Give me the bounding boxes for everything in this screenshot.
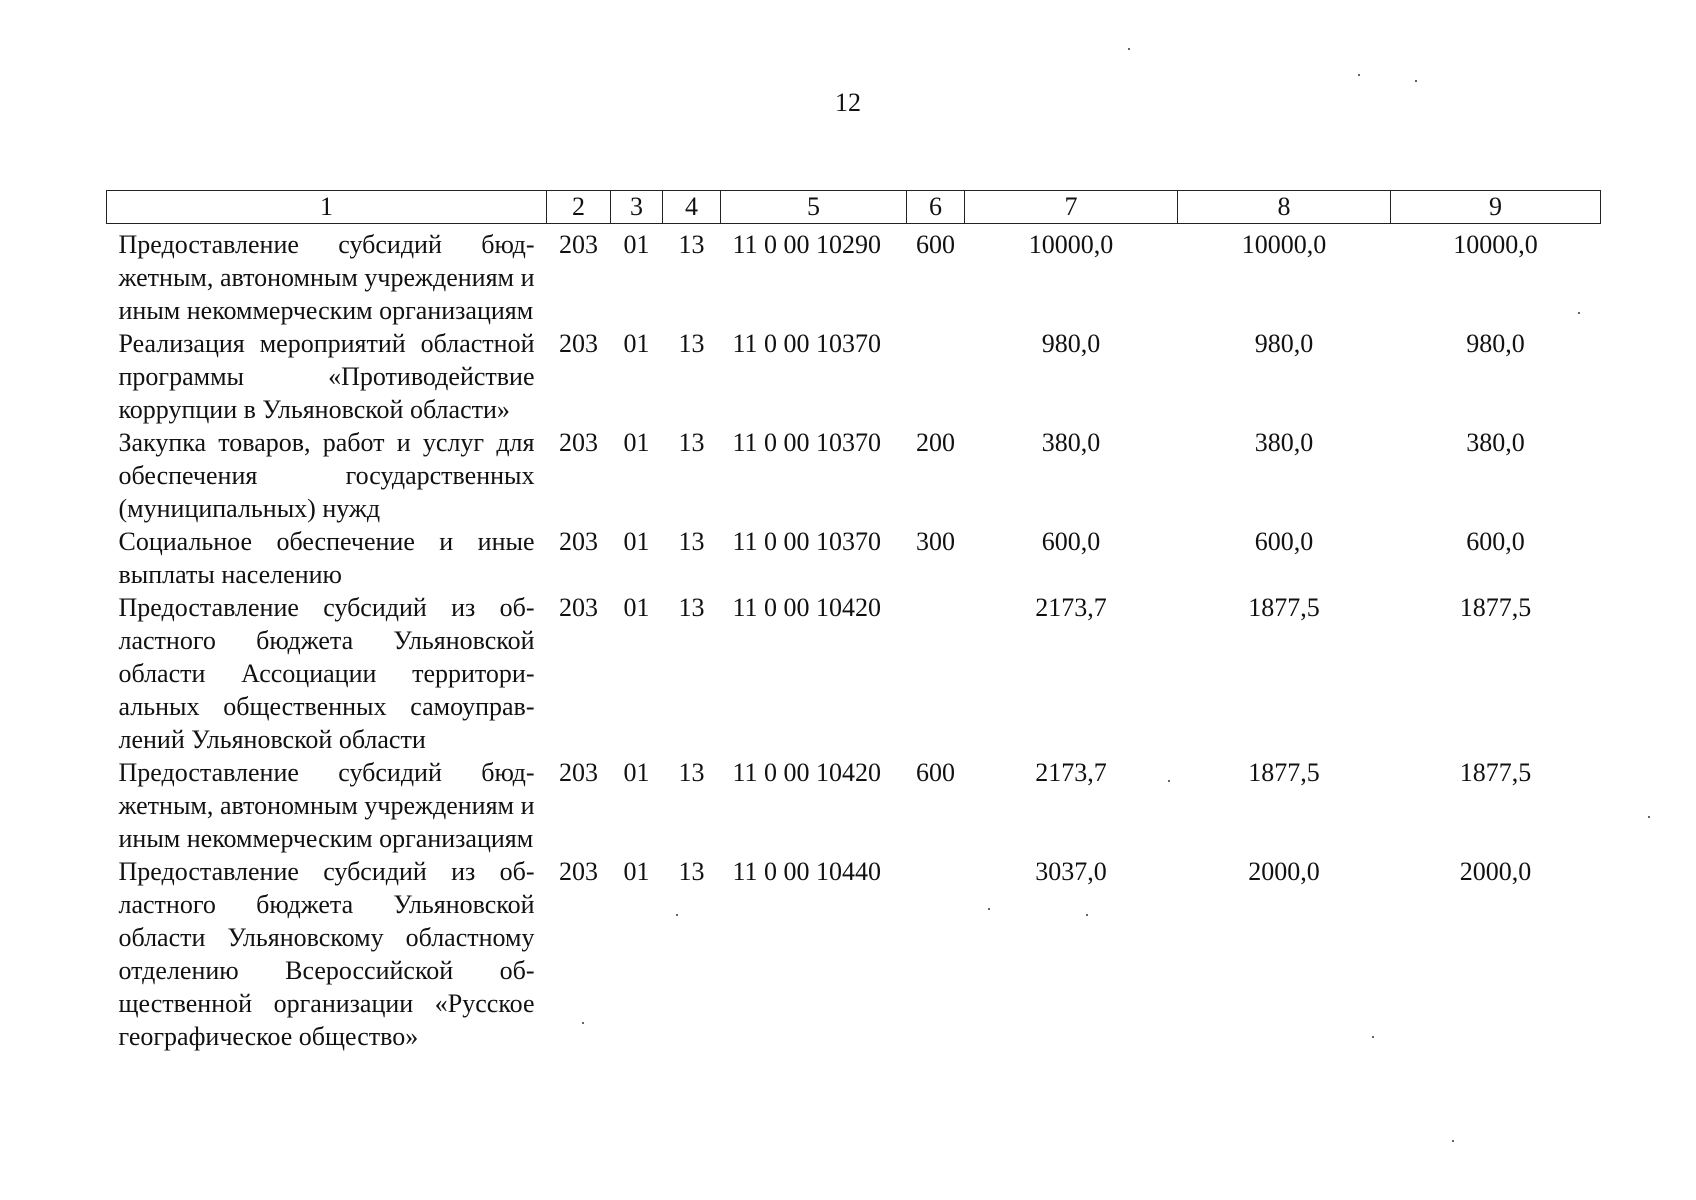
row-code-5: 11 0 00 10440 <box>732 857 882 886</box>
row-amount-9: 600,0 <box>1466 527 1525 556</box>
scan-speck <box>1168 780 1170 782</box>
header-cell-8: 8 <box>1178 191 1391 224</box>
scan-speck <box>1086 914 1088 916</box>
row-amount-7: 380,0 <box>1041 428 1101 457</box>
row-code-4: 13 <box>678 527 705 556</box>
row-amount-7: 10000,0 <box>1028 230 1114 259</box>
header-cell-6: 6 <box>907 191 965 224</box>
row-amount-9: 380,0 <box>1466 428 1525 457</box>
scan-speck <box>1415 80 1417 82</box>
header-cell-2: 2 <box>547 191 611 224</box>
scan-speck <box>1358 74 1360 76</box>
row-amount-9: 980,0 <box>1466 329 1525 358</box>
header-cell-1: 1 <box>107 191 547 224</box>
row-code-6: 300 <box>916 527 955 556</box>
header-cell-4: 4 <box>663 191 721 224</box>
row-description: Социальное обеспечение и иные выплаты населению <box>118 527 535 589</box>
table-row <box>107 426 1601 525</box>
row-code-3: 01 <box>623 329 650 358</box>
scan-speck <box>1648 816 1650 818</box>
row-code-3: 01 <box>623 428 650 457</box>
budget-table-container <box>106 190 1600 1053</box>
row-code-4: 13 <box>678 329 705 358</box>
row-code-5: 11 0 00 10370 <box>732 329 882 358</box>
scan-speck <box>676 914 678 916</box>
scan-speck <box>1372 1036 1374 1038</box>
row-code-3: 01 <box>623 527 650 556</box>
table-row <box>107 756 1601 855</box>
header-cell-3: 3 <box>611 191 663 224</box>
row-code-2: 203 <box>559 593 598 622</box>
row-code-3: 01 <box>623 857 650 886</box>
scan-speck <box>1128 48 1130 50</box>
row-code-5: 11 0 00 10290 <box>732 230 882 259</box>
scan-speck <box>582 1022 584 1024</box>
table-row <box>107 327 1601 426</box>
row-description: Предоставление субсидий из областного бюджета Ульяновской области Ассоциации территориальных общественных самоуправлений Ульяновской области <box>118 593 535 754</box>
row-code-6 <box>907 591 965 756</box>
row-description: Предоставление субсидий из областного бюджета Ульяновской области Ульяновскому областному отделению Всероссийской общественной организации «Русское географическое общество» <box>118 857 535 1051</box>
table-row <box>107 855 1601 1053</box>
row-amount-8: 1877,5 <box>1248 758 1320 787</box>
row-code-6: 600 <box>916 758 955 787</box>
row-description: Реализация мероприятий областной программы «Противодействие коррупции в Ульяновской области» <box>118 329 535 424</box>
row-code-4: 13 <box>678 428 705 457</box>
row-amount-9: 1877,5 <box>1459 593 1532 622</box>
row-amount-9: 2000,0 <box>1459 857 1532 886</box>
row-code-6: 600 <box>916 230 955 259</box>
row-code-3: 01 <box>623 758 650 787</box>
row-amount-7: 980,0 <box>1041 329 1101 358</box>
row-amount-7: 2173,7 <box>1035 593 1107 622</box>
header-cell-9: 9 <box>1391 191 1601 224</box>
header-cell-5: 5 <box>721 191 907 224</box>
row-description: Предоставление субсидий бюджетным, автономным учреждениям и иным некоммерческим организациям <box>118 758 535 853</box>
table-row <box>107 525 1601 591</box>
row-code-2: 203 <box>559 857 598 886</box>
table-header <box>107 191 1601 224</box>
row-code-3: 01 <box>623 593 650 622</box>
row-code-6 <box>907 327 965 426</box>
scan-speck <box>988 908 990 910</box>
row-code-3: 01 <box>623 230 650 259</box>
budget-table <box>106 190 1601 1053</box>
row-code-2: 203 <box>559 230 598 259</box>
table-body <box>107 224 1601 1054</box>
scan-speck <box>1578 312 1580 314</box>
row-code-4: 13 <box>678 857 705 886</box>
header-cell-7: 7 <box>965 191 1178 224</box>
row-amount-7: 3037,0 <box>1035 857 1107 886</box>
page-number: 12 <box>835 88 861 117</box>
table-row <box>107 224 1601 328</box>
row-code-2: 203 <box>559 428 598 457</box>
row-code-2: 203 <box>559 758 598 787</box>
row-code-4: 13 <box>678 593 705 622</box>
row-amount-9: 10000,0 <box>1453 230 1538 259</box>
row-description: Закупка товаров, работ и услуг для обеспечения государственных (муниципальных) нужд <box>118 428 535 523</box>
row-amount-8: 10000,0 <box>1241 230 1327 259</box>
row-amount-8: 1877,5 <box>1248 593 1320 622</box>
row-code-5: 11 0 00 10370 <box>732 428 882 457</box>
row-code-5: 11 0 00 10420 <box>732 593 882 622</box>
row-amount-8: 980,0 <box>1254 329 1314 358</box>
row-amount-8: 600,0 <box>1254 527 1314 556</box>
row-code-5: 11 0 00 10420 <box>732 758 882 787</box>
row-code-4: 13 <box>678 758 705 787</box>
row-amount-8: 380,0 <box>1254 428 1314 457</box>
row-amount-7: 600,0 <box>1041 527 1101 556</box>
header-row <box>107 191 1601 224</box>
row-code-2: 203 <box>559 527 598 556</box>
table-row <box>107 591 1601 756</box>
row-code-6 <box>907 855 965 1053</box>
row-amount-8: 2000,0 <box>1248 857 1320 886</box>
row-amount-7: 2173,7 <box>1035 758 1107 787</box>
row-amount-9: 1877,5 <box>1459 758 1532 787</box>
row-description: Предоставление субсидий бюджетным, автономным учреждениям и иным некоммерческим организациям <box>118 230 535 325</box>
scan-speck <box>1452 1140 1454 1142</box>
row-code-2: 203 <box>559 329 598 358</box>
row-code-6: 200 <box>916 428 955 457</box>
row-code-4: 13 <box>678 230 705 259</box>
row-code-5: 11 0 00 10370 <box>732 527 882 556</box>
